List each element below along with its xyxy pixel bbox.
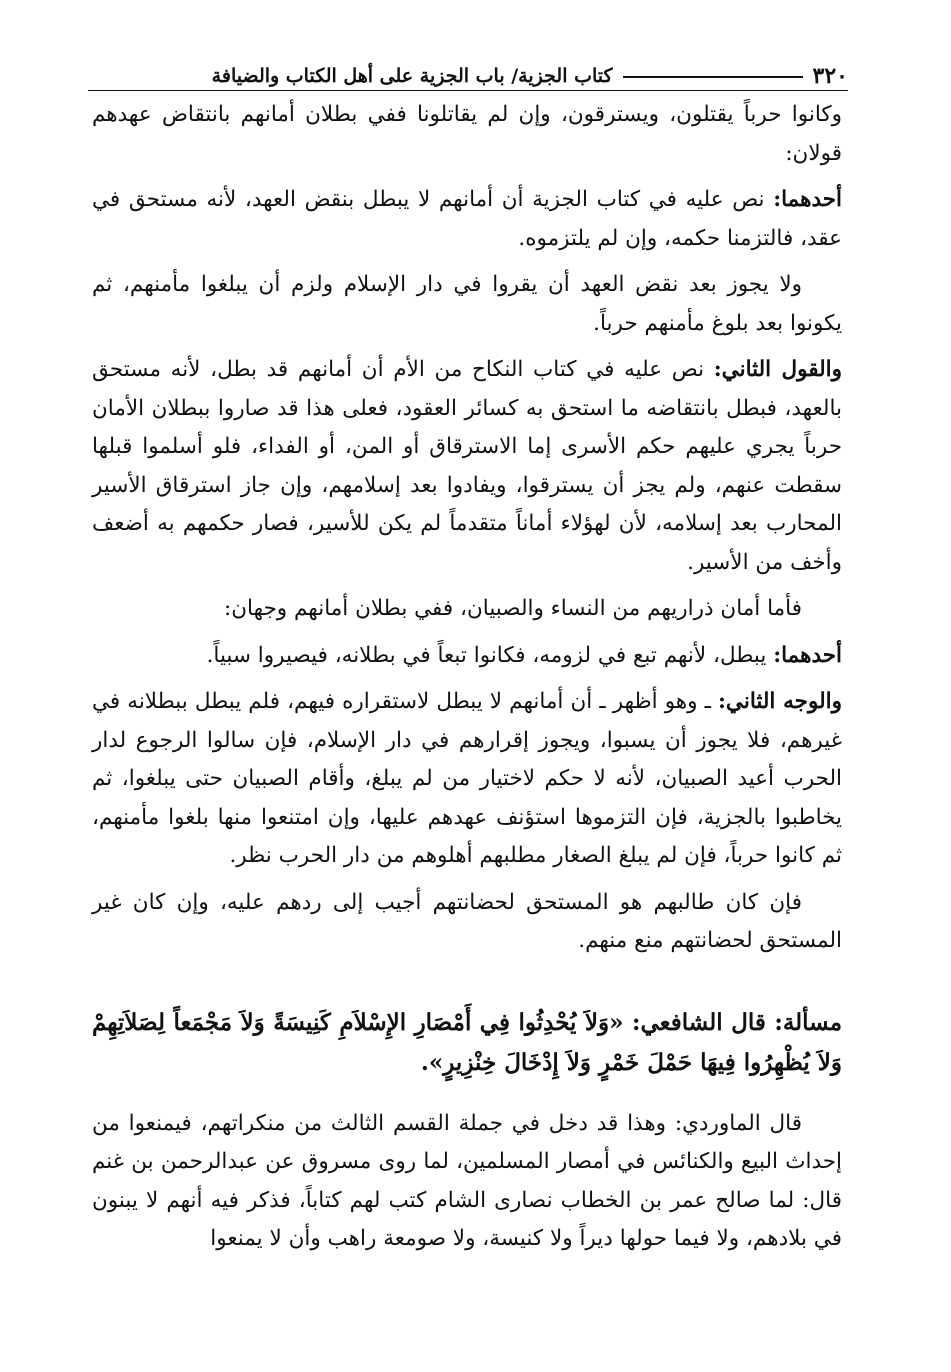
paragraph-text: يبطل، لأنهم تبع في لزومه، فكانوا تبعاً في بطلانه، فيصيروا سبياً. xyxy=(206,642,774,668)
paragraph xyxy=(92,637,842,676)
running-title: كتاب الجزية/ باب الجزية على أهل الكتاب والضيافة xyxy=(211,65,613,87)
paragraph-text: فإن كان طالبهم هو المستحق لحضانتهم أجيب إلى ردهم عليه، وإن كان غير المستحق لحضانتهم منع منهم. xyxy=(92,889,842,953)
paragraph xyxy=(92,1105,842,1259)
page-body xyxy=(92,96,842,1267)
paragraph-text: نص عليه في كتاب النكاح من الأم أن أمانهم قد بطل، لأنه مستحق بالعهد، فبطل بانتقاضه ما استحق به كسائر العقود، فعلى هذا قد صاروا ببطلان الأمان حرباً يجري عليهم حكم الأسرى إما الاسترقاق أو المن، أو الفداء، فلو أسلموا قبلها سقطت عنهم، ولم يجز أن يسترقوا، ويفادوا بعد إسلامهم، وإن جاز استرقاق الأسير المحارب بعد إسلامه، لأن لهؤلاء أماناً متقدماً لم يكن للأسير، فصار حكمهم به أضعف وأخف من الأسير. xyxy=(92,357,842,575)
masala-lead: مسألة: قال الشافعي: xyxy=(632,1008,843,1036)
paragraph-lead: أحدهما: xyxy=(773,187,842,212)
running-header xyxy=(88,62,848,91)
paragraph xyxy=(92,266,842,343)
paragraph-text: نص عليه في كتاب الجزية أن أمانهم لا يبطل بنقض العهد، لأنه مستحق في عقد، فالتزمنا حكمه، وإن لم يلتزموه. xyxy=(92,187,842,251)
paragraph-lead: والوجه الثاني: xyxy=(718,689,842,714)
paragraph xyxy=(92,683,842,876)
paragraph xyxy=(92,884,842,961)
paragraph-text: فأما أمان ذراريهم من النساء والصبيان، ففي بطلان أمانهم وجهان: xyxy=(223,596,802,621)
paragraph-text: قال الماوردي: وهذا قد دخل في جملة القسم الثالث من منكراتهم، فيمنعوا من إحداث البيع والكنائس في أمصار المسلمين، لما روى مسروق عن عبدالرحمن بن غنم قال: لما صالح عمر بن الخطاب نصارى الشام كتب لهم كتاباً، فذكر فيه أنهم لا يبنون في بلادهم، ولا فيما حولها ديراً ولا كنيسة، ولا صومعة راهب وأن لا يمنعوا xyxy=(92,1110,842,1251)
masala-quote: «وَلاَ يُحْدِثُوا فِي أَمْصَارِ الإِسْلاَمِ كَنِيسَةً وَلاَ مَجْمَعاً لِصَلاَتِهِمْ وَلاَ يُظْهِرُوا فِيهَا حَمْلَ خَمْرٍ وَلاَ إِدْخَالَ خِنْزِيرٍ». xyxy=(92,1008,842,1076)
paragraph xyxy=(92,351,842,582)
header-rule xyxy=(623,76,803,78)
paragraph-lead: والقول الثاني: xyxy=(713,357,842,382)
paragraph-text: ولا يجوز بعد نقض العهد أن يقروا في دار الإسلام ولزم أن يبلغوا مأمنهم، ثم يكونوا بعد بلوغ مأمنهم حرباً. xyxy=(92,272,842,336)
paragraph xyxy=(92,181,842,258)
page-number: ٣٢٠ xyxy=(812,63,848,89)
paragraph xyxy=(92,96,842,173)
paragraph-text: وكانوا حرباً يقتلون، ويسترقون، وإن لم يقاتلونا ففي بطلان أمانهم بانتقاض عهدهم قولان: xyxy=(92,102,842,166)
masala-heading xyxy=(92,1003,842,1083)
paragraph xyxy=(92,590,842,629)
paragraph-text: ـ وهو أظهر ـ أن أمانهم لا يبطل لاستقراره فيهم، فلم يبطل ببطلانه في غيرهم، فلا يجوز أن يسبوا، ويجوز إقرارهم في دار الإسلام، فإن سالوا الرجوع لدار الحرب أعيد الصبيان، لأنه لا حكم لاختيار من لم يبلغ، وأقام الصبيان حتى يبلغوا، ثم يخاطبوا بالجزية، فإن التزموها استؤنف عهدهم عليها، وإن امتنعوا منها بلغوا مأمنهم، ثم كانوا حرباً، فإن لم يبلغ الصغار مطلبهم أهلوهم من دار الحرب نظر. xyxy=(92,689,842,868)
paragraph-lead: أحدهما: xyxy=(773,642,842,668)
